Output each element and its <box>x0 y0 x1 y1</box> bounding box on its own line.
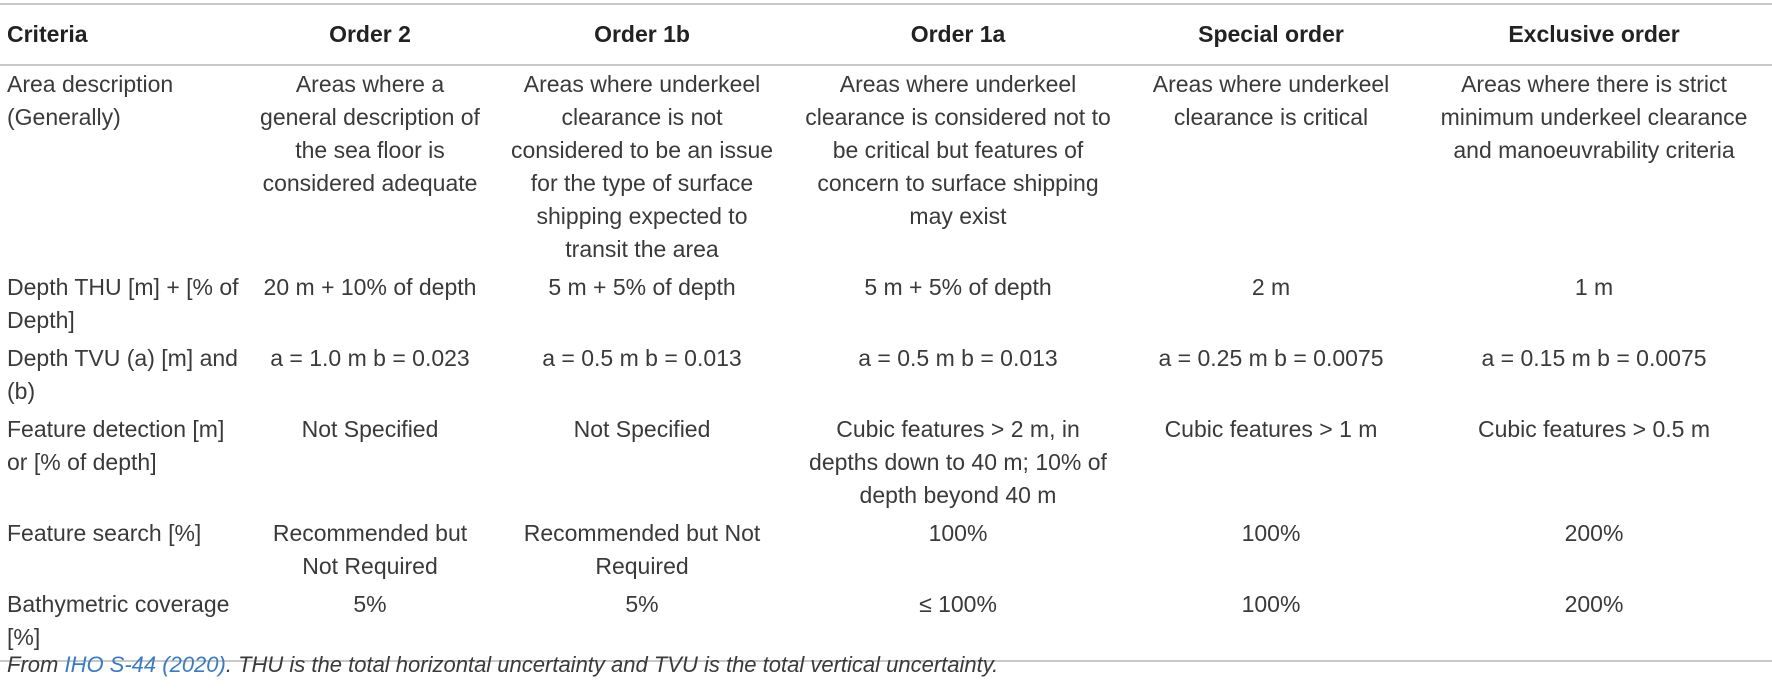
table-header <box>0 4 1772 65</box>
table-body <box>0 65 1772 661</box>
table-cell: ≤ 100% <box>790 586 1126 661</box>
table-cell: a = 0.25 m b = 0.0075 <box>1158 345 1384 371</box>
footnote-text: . THU is the total horizontal uncertainty and TVU is the total vertical uncertainty. <box>225 652 999 677</box>
table-cell: Cubic features > 0.5 m <box>1477 416 1711 442</box>
table-cell: 100% <box>1126 586 1416 661</box>
footnote-prefix: From <box>7 652 65 677</box>
table-cell: 200% <box>1416 586 1772 661</box>
header-criteria: Criteria <box>0 4 246 65</box>
row-criterion: Area description (Generally) <box>7 71 174 130</box>
table-cell: Not Specified <box>573 416 711 442</box>
table-cell: 1 m <box>1574 274 1614 300</box>
row-criterion: Feature detection [m] or [% of depth] <box>7 416 225 475</box>
table-cell: 2 m <box>1251 274 1291 300</box>
table-cell: Recommended but Not Required <box>523 520 761 579</box>
header-special-order: Special order <box>1126 4 1416 65</box>
reference-link[interactable]: IHO S-44 (2020) <box>64 652 226 677</box>
row-criterion: Depth TVU (a) [m] and (b) <box>7 345 238 404</box>
table-cell: a = 1.0 m b = 0.023 <box>270 345 470 371</box>
table-cell: 100% <box>928 520 988 546</box>
table-cell: Areas where there is strict minimum underkeel clearance and manoeuvrability criteria <box>1440 71 1748 163</box>
table-cell: 100% <box>1241 520 1301 546</box>
header-exclusive-order: Exclusive order <box>1416 4 1772 65</box>
table-cell: a = 0.15 m b = 0.0075 <box>1481 345 1707 371</box>
header-order-1b: Order 1b <box>494 4 790 65</box>
row-criterion: Depth THU [m] + [% of Depth] <box>7 274 239 333</box>
table-cell: 200% <box>1564 520 1624 546</box>
table-cell: Not Specified <box>301 416 439 442</box>
table-footnote <box>7 652 998 678</box>
table-cell: Cubic features > 2 m, in depths down to 40 m; 10% of depth beyond 40 m <box>809 416 1107 508</box>
table-row <box>0 340 1772 411</box>
table-cell: Areas where underkeel clearance is considered not to be critical but features of concern to surface shipping may exist <box>805 71 1111 229</box>
survey-order-table <box>0 3 1772 662</box>
table-cell: Cubic features > 1 m <box>1164 416 1378 442</box>
table-cell: a = 0.5 m b = 0.013 <box>858 345 1058 371</box>
table-cell: Recommended but Not Required <box>272 520 468 579</box>
table-cell: a = 0.5 m b = 0.013 <box>542 345 742 371</box>
header-row <box>0 4 1772 65</box>
header-order-2: Order 2 <box>246 4 494 65</box>
row-criterion: Bathymetric coverage [%] <box>0 586 246 661</box>
table-cell: 5% <box>494 586 790 661</box>
table-cell: 5 m + 5% of depth <box>548 274 736 300</box>
table-row <box>0 515 1772 586</box>
table-cell: 20 m + 10% of depth <box>263 274 477 300</box>
table-row <box>0 586 1772 661</box>
table-row <box>0 411 1772 515</box>
table-row <box>0 65 1772 269</box>
table-cell: Areas where a general description of the sea floor is considered adequate <box>260 71 480 196</box>
table-cell: 5 m + 5% of depth <box>864 274 1052 300</box>
header-order-1a: Order 1a <box>790 4 1126 65</box>
table-cell: Areas where underkeel clearance is critical <box>1152 71 1390 130</box>
table-row <box>0 269 1772 340</box>
table-cell: Areas where underkeel clearance is not considered to be an issue for the type of surface shipping expected to transit the area <box>510 71 774 262</box>
table-cell: 5% <box>246 586 494 661</box>
row-criterion: Feature search [%] <box>7 520 202 546</box>
